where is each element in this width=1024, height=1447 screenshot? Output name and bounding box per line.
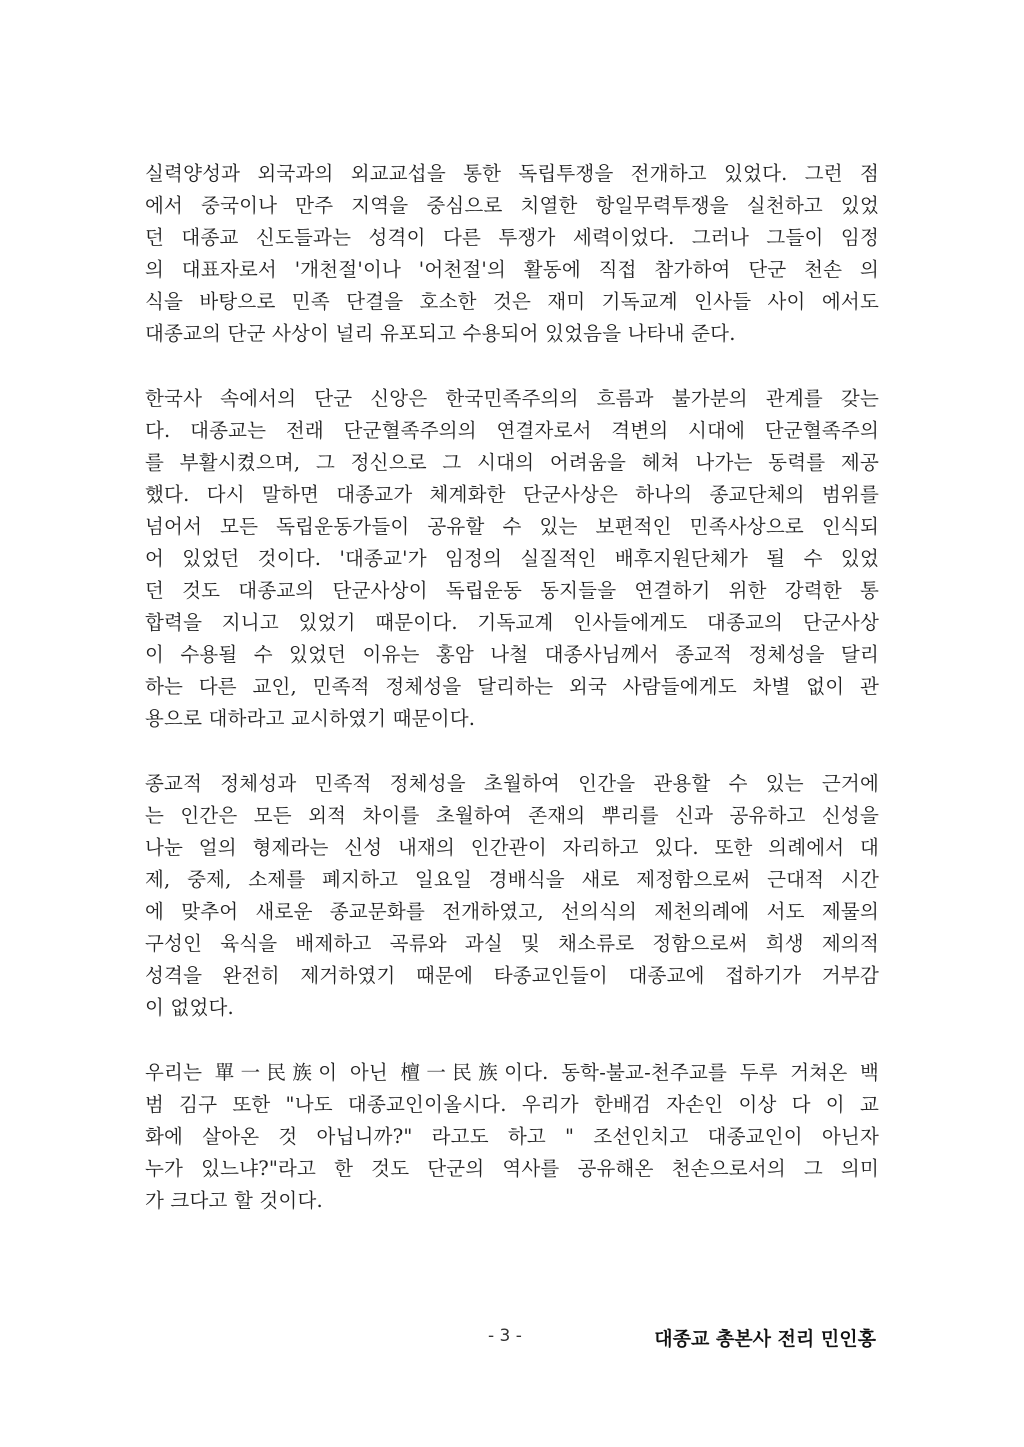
text-line: 대종교의 단군 사상이 널리 유포되고 수용되어 있었음을 나타내 준다. <box>145 322 736 345</box>
text-line: 이 수용될 수 있었던 이유는 홍암 나철 대종사님께서 종교적 정체성을 달리 <box>145 643 879 666</box>
paragraph-1 <box>145 158 879 350</box>
text-line: 에 맞추어 새로운 종교문화를 전개하였고, 선의식의 제천의례에 서도 제물의 <box>145 900 879 923</box>
text-line: 는 인간은 모든 외적 차이를 초월하여 존재의 뿌리를 신과 공유하고 신성을 <box>145 804 879 827</box>
text-line: 의 대표자로서 '개천절'이나 '어천절'의 활동에 직접 참가하여 단군 천손 의 <box>145 258 879 281</box>
text-line: 화에 살아온 것 아닙니까?" 라고도 하고 " 조선인치고 대종교인이 아닌자 <box>145 1125 879 1148</box>
text-line: 넘어서 모든 독립운동가들이 공유할 수 있는 보편적인 민족사상으로 인식되 <box>145 515 879 538</box>
paragraph-2 <box>145 383 879 735</box>
text-line: 합력을 지니고 있었기 때문이다. 기독교계 인사들에게도 대종교의 단군사상 <box>145 611 879 634</box>
page-footer <box>0 1326 1024 1356</box>
text-line: 가 크다고 할 것이다. <box>145 1189 323 1212</box>
text-line: 범 김구 또한 "나도 대종교인이올시다. 우리가 한배검 자손인 이상 다 이 교 <box>145 1093 879 1116</box>
page-number: - 3 - <box>488 1326 522 1346</box>
text-line: 에서 중국이나 만주 지역을 중심으로 치열한 항일무력투쟁을 실천하고 있었 <box>145 194 879 217</box>
text-line: 어 있었던 것이다. '대종교'가 임정의 실질적인 배후지원단체가 될 수 있었 <box>145 547 879 570</box>
text-line: 다. 대종교는 전래 단군혈족주의의 연결자로서 격변의 시대에 단군혈족주의 <box>145 419 879 442</box>
text-line: 종교적 정체성과 민족적 정체성을 초월하여 인간을 관용할 수 있는 근거에 <box>145 772 879 795</box>
text-line: 우리는 單一民族이 아닌 檀一民族이다. 동학-불교-천주교를 두루 거쳐온 백 <box>145 1061 879 1084</box>
footer-author: 대종교 총본사 전리 민인홍 <box>654 1328 876 1350</box>
paragraph-4 <box>145 1057 879 1217</box>
text-line: 용으로 대하라고 교시하였기 때문이다. <box>145 707 476 730</box>
paragraph-3 <box>145 768 879 1024</box>
text-line: 제, 중제, 소제를 폐지하고 일요일 경배식을 새로 제정함으로써 근대적 시간 <box>145 868 879 891</box>
text-line: 구성인 육식을 배제하고 곡류와 과실 및 채소류로 정함으로써 희생 제의적 <box>145 932 879 955</box>
text-line: 누가 있느냐?"라고 한 것도 단군의 역사를 공유해온 천손으로서의 그 의미 <box>145 1157 879 1180</box>
document-body <box>145 158 879 1250</box>
text-line: 하는 다른 교인, 민족적 정체성을 달리하는 외국 사람들에게도 차별 없이 관 <box>145 675 879 698</box>
text-line: 나눈 얼의 형제라는 신성 내재의 인간관이 자리하고 있다. 또한 의례에서 대 <box>145 836 879 859</box>
text-line: 이 없었다. <box>145 996 234 1019</box>
text-line: 한국사 속에서의 단군 신앙은 한국민족주의의 흐름과 불가분의 관계를 갖는 <box>145 387 879 410</box>
text-line: 했다. 다시 말하면 대종교가 체계화한 단군사상은 하나의 종교단체의 범위를 <box>145 483 879 506</box>
text-line: 던 대종교 신도들과는 성격이 다른 투쟁가 세력이었다. 그러나 그들이 임정 <box>145 226 879 249</box>
text-line: 던 것도 대종교의 단군사상이 독립운동 동지들을 연결하기 위한 강력한 통 <box>145 579 879 602</box>
text-line: 를 부활시켰으며, 그 정신으로 그 시대의 어려움을 헤쳐 나가는 동력를 제공 <box>145 451 879 474</box>
text-line: 실력양성과 외국과의 외교교섭을 통한 독립투쟁을 전개하고 있었다. 그런 점 <box>145 162 879 185</box>
text-line: 식을 바탕으로 민족 단결을 호소한 것은 재미 기독교계 인사들 사이 에서도 <box>145 290 879 313</box>
text-line: 성격을 완전히 제거하였기 때문에 타종교인들이 대종교에 접하기가 거부감 <box>145 964 879 987</box>
